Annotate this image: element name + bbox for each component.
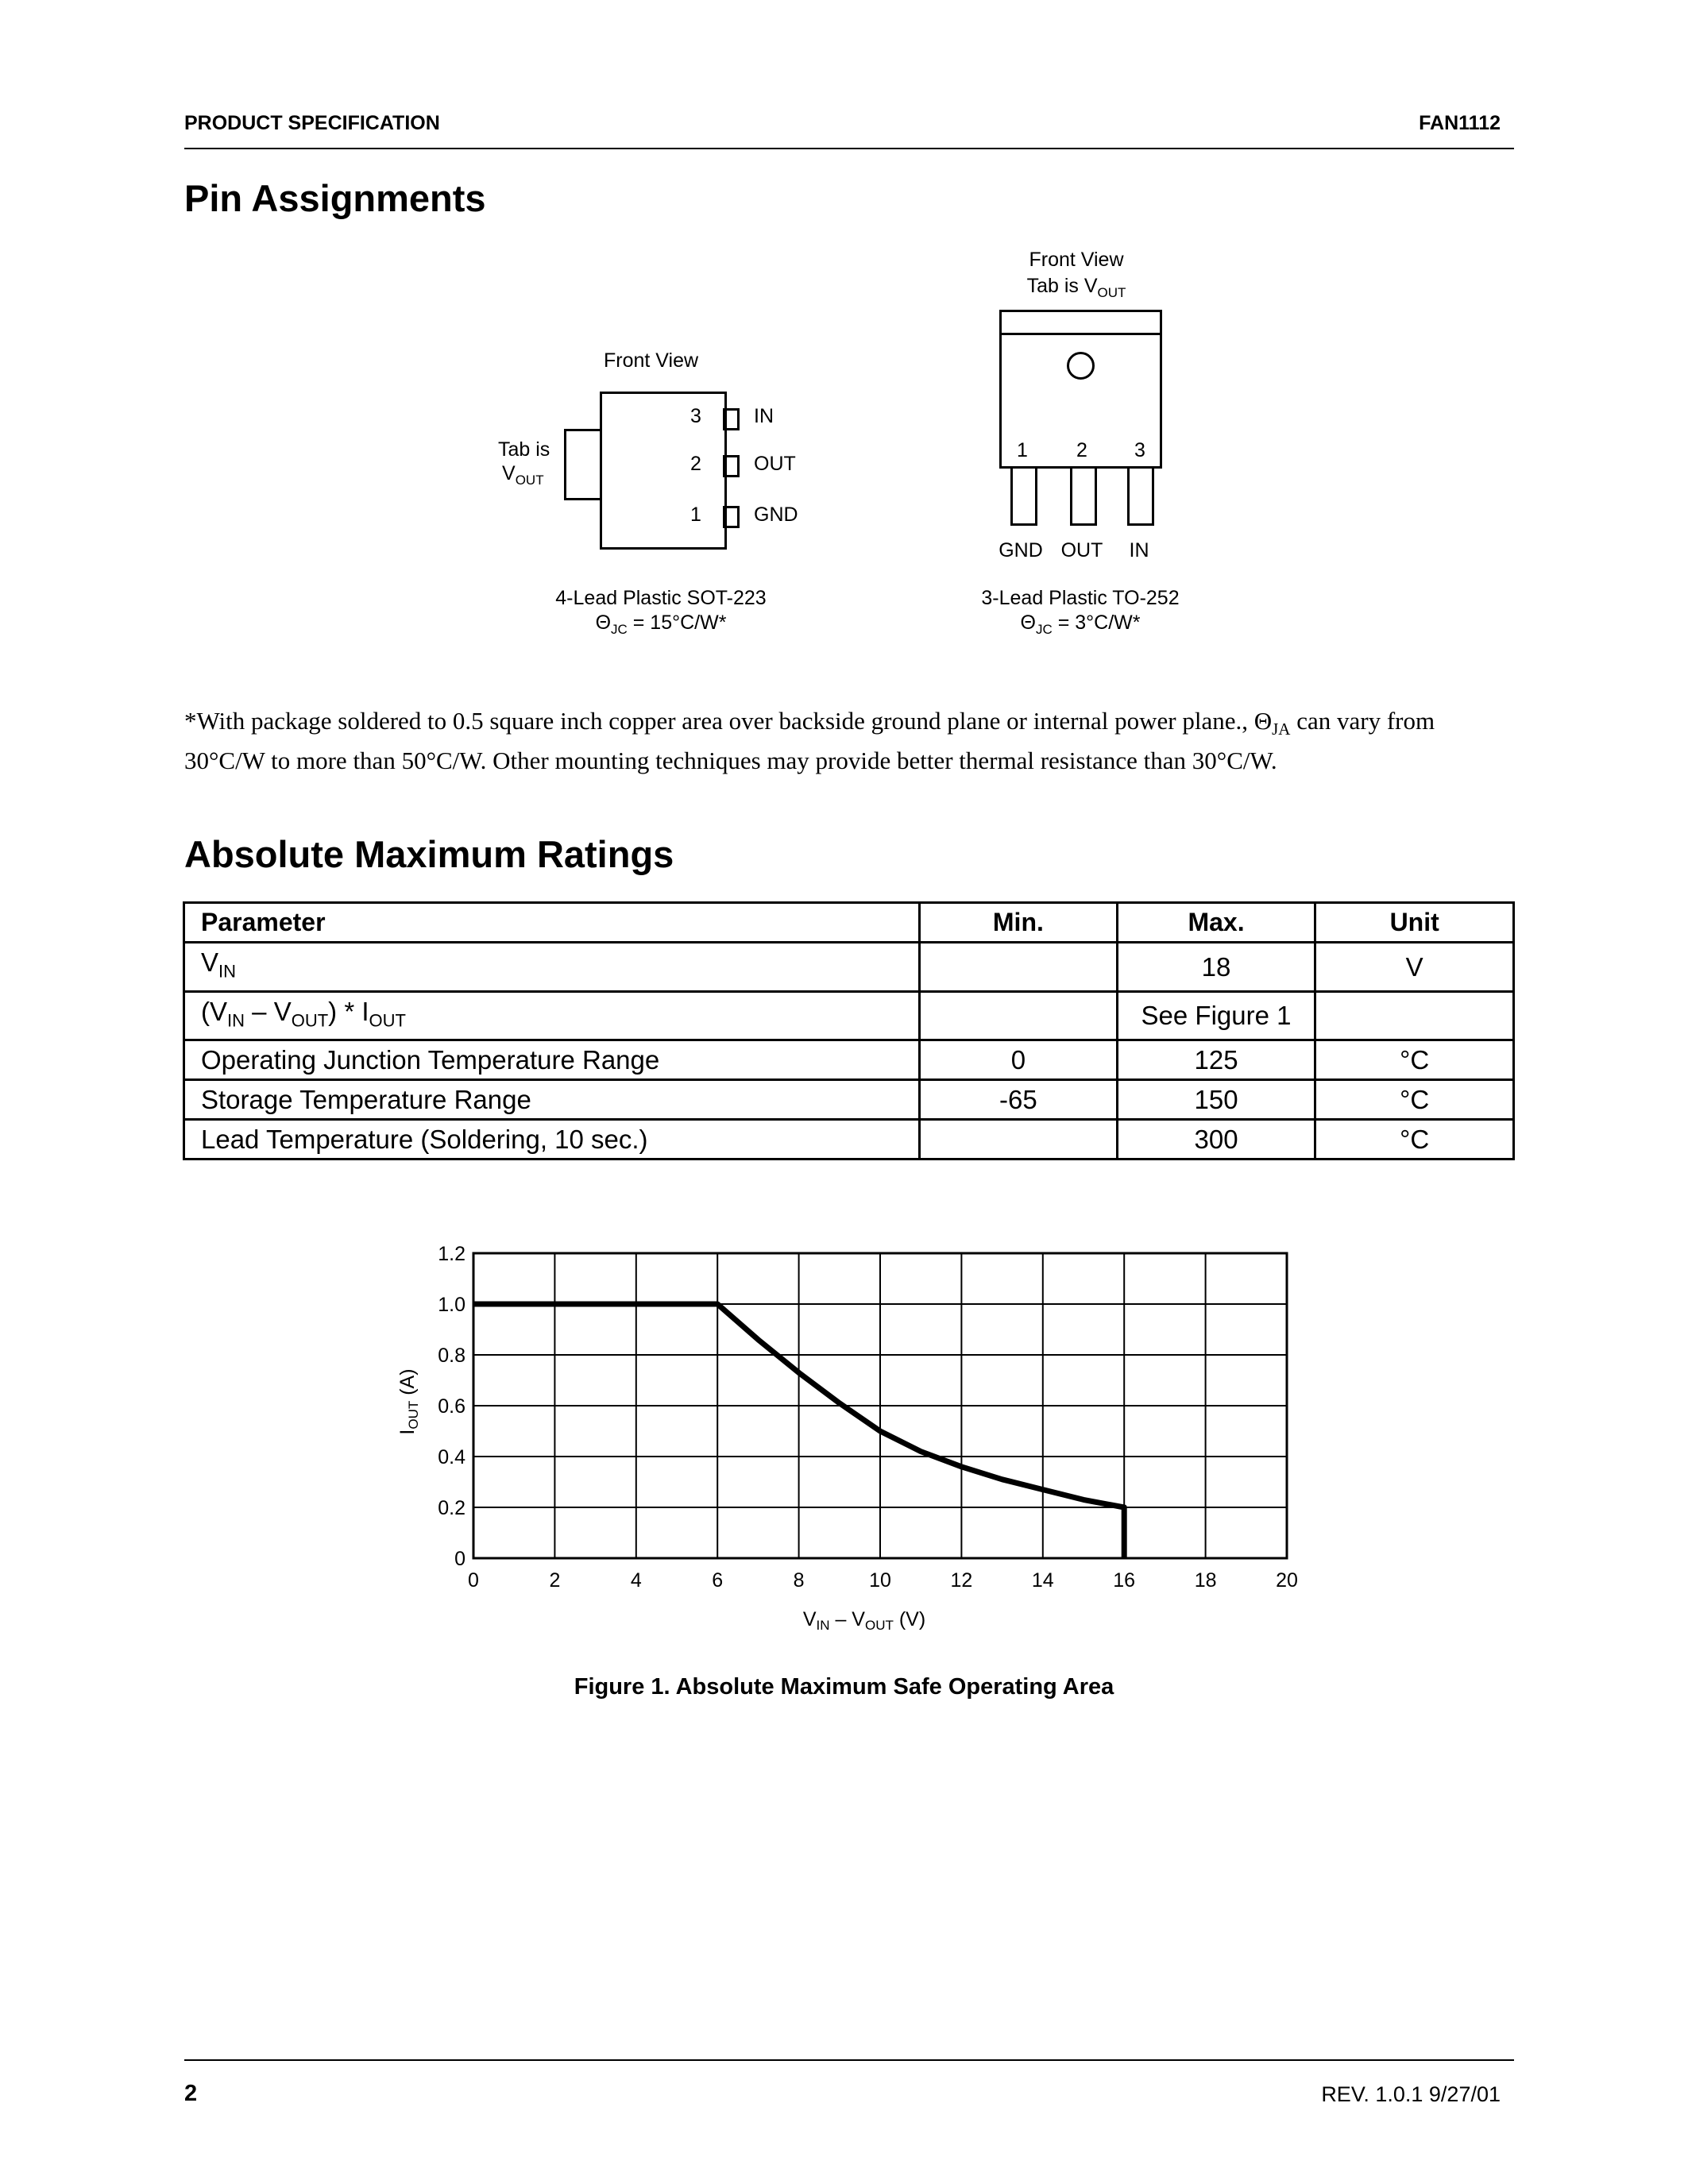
x-tick-label: 16 [1113, 1569, 1136, 1592]
figure-caption: Figure 1. Absolute Maximum Safe Operating Area [574, 1674, 1114, 1700]
y-axis-label: $I_{OUT}$ (A) [396, 1368, 421, 1435]
y-tick-label: 1.0 [438, 1294, 465, 1316]
sot223-pin3-name: IN [754, 405, 774, 427]
max-cell: See Figure 1 [1117, 991, 1315, 1040]
to252-pin3-num: 3 [1134, 439, 1145, 461]
max-cell: 18 [1117, 943, 1315, 992]
min-cell: -65 [920, 1080, 1118, 1120]
x-tick-label: 8 [793, 1569, 805, 1592]
sot223-theta-jc: $\Theta_{JC} = 15^\circ C/W*$ [595, 612, 727, 637]
param-cell: $V_{IN}$ [184, 943, 920, 992]
x-tick-label: 2 [549, 1569, 561, 1592]
y-tick-label: 0.2 [438, 1497, 465, 1519]
sot223-tab-label-2: $V_{OUT}$ [502, 462, 544, 488]
param-cell: Lead Temperature (Soldering, 10 sec.) [184, 1120, 920, 1160]
to252-pin3-name: IN [1129, 539, 1149, 561]
to252-theta-jc: $\Theta_{JC} = 3^\circ C/W*$ [1020, 612, 1141, 637]
to252-pin2-name: OUT [1060, 539, 1103, 561]
sot223-pin2-name: OUT [754, 453, 796, 475]
unit-cell: °C [1315, 1120, 1514, 1160]
y-tick-label: 1.2 [438, 1243, 465, 1265]
header-right: FAN1112 [1419, 112, 1501, 134]
y-tick-label: 0 [454, 1548, 465, 1570]
x-tick-label: 12 [950, 1569, 973, 1592]
header-max: Max. [1117, 903, 1315, 943]
amr-title: Absolute Maximum Ratings [184, 833, 674, 875]
page-number: 2 [184, 2081, 198, 2106]
y-tick-labels [438, 1243, 465, 1570]
x-tick-label: 20 [1276, 1569, 1298, 1592]
footer-rule [184, 2059, 1514, 2061]
sot223-tab-label-1: Tab is [498, 438, 550, 461]
y-tick-label: 0.6 [438, 1395, 465, 1418]
x-tick-labels [468, 1569, 1298, 1592]
to252-pin2-num: 2 [1076, 439, 1087, 461]
min-cell: 0 [920, 1040, 1118, 1080]
sot223-package-label: 4-Lead Plastic SOT-223 [555, 587, 767, 609]
sot223-pin2-num: 2 [690, 453, 701, 475]
sot223-front-view: Front View [604, 349, 699, 372]
max-cell: 300 [1117, 1120, 1315, 1160]
to252-tab-label: Tab is $V_{OUT}$ [1026, 275, 1126, 300]
header-unit: Unit [1315, 903, 1514, 943]
x-tick-label: 10 [869, 1569, 891, 1592]
x-tick-label: 4 [630, 1569, 642, 1592]
unit-cell: °C [1315, 1040, 1514, 1080]
sot223-pin1-name: GND [754, 504, 798, 526]
y-tick-label: 0.8 [438, 1345, 465, 1367]
to252-pin1-name: GND [999, 539, 1043, 561]
header-parameter: Parameter [184, 903, 920, 943]
header-min: Min. [920, 903, 1118, 943]
param-cell: $(V_{IN} - V_{OUT}) * I_{OUT}$ [184, 991, 920, 1040]
to252-package-label: 3-Lead Plastic TO-252 [981, 587, 1180, 609]
unit-cell: V [1315, 943, 1514, 992]
pin-assignments-title: Pin Assignments [184, 177, 486, 219]
x-tick-label: 0 [468, 1569, 479, 1592]
revision: REV. 1.0.1 9/27/01 [1321, 2082, 1501, 2106]
header-left: PRODUCT SPECIFICATION [184, 112, 440, 134]
x-tick-label: 14 [1031, 1569, 1054, 1592]
sot223-pin3-num: 3 [690, 405, 701, 427]
y-tick-label: 0.4 [438, 1446, 465, 1468]
unit-cell: °C [1315, 1080, 1514, 1120]
to252-front-view: Front View [1029, 249, 1124, 271]
sot223-pin1-num: 1 [690, 504, 701, 526]
to252-pin1-num: 1 [1017, 439, 1028, 461]
chart-grid [473, 1253, 1287, 1558]
max-cell: 150 [1117, 1080, 1315, 1120]
param-cell: Storage Temperature Range [184, 1080, 920, 1120]
x-axis-label: $V_{IN} - V_{OUT}$ (V) [802, 1608, 926, 1633]
param-cell: Operating Junction Temperature Range [184, 1040, 920, 1080]
thermal-footnote: *With package soldered to 0.5 square inch copper area over backside ground plane or internal power plane., $\Theta_{JA}$ can vary from 30°C/W to more than 50°C/W. Other mounting techniques may provide better thermal resistance than 30°C/W. [184, 707, 1435, 775]
x-tick-label: 18 [1194, 1569, 1217, 1592]
x-tick-label: 6 [712, 1569, 724, 1592]
max-cell: 125 [1117, 1040, 1315, 1080]
